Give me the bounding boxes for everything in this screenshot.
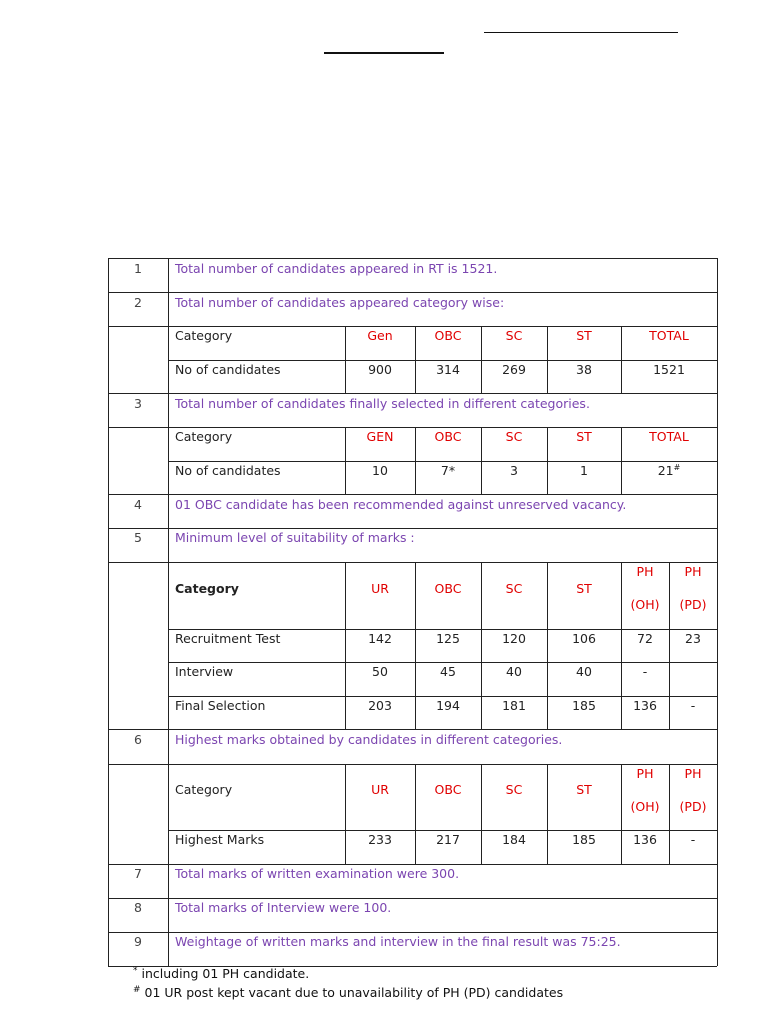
footnote-2 <box>133 985 563 1000</box>
row-text: Minimum level of suitability of marks : <box>175 530 415 545</box>
table-rule <box>108 292 717 293</box>
header-ph-oh-sub: (OH) <box>630 597 660 612</box>
footnote-2-mark: # <box>133 985 141 995</box>
header-obc: OBC <box>434 782 462 797</box>
row-label: Interview <box>175 664 234 679</box>
header-sc: SC <box>505 328 523 343</box>
header-ph-oh: PH <box>636 766 654 781</box>
table-rule <box>345 764 346 864</box>
cell-value: - <box>690 832 696 847</box>
footnote-1 <box>133 966 309 981</box>
cell-value: - <box>690 698 696 713</box>
table-rule <box>108 258 717 259</box>
footnote-2-text: 01 UR post kept vacant due to unavailability of PH (PD) candidates <box>144 985 564 1001</box>
row-number: 8 <box>134 900 142 915</box>
value-label: No of candidates <box>175 362 281 377</box>
row-number: 5 <box>134 530 142 545</box>
value-st: 1 <box>580 463 588 478</box>
table-rule <box>168 662 717 663</box>
category-label: Category <box>175 581 239 596</box>
cell-value: 125 <box>436 631 460 646</box>
header-st: ST <box>576 782 592 797</box>
table-rule <box>481 764 482 864</box>
row-text: Highest marks obtained by candidates in different categories. <box>175 732 563 747</box>
header-st: ST <box>576 429 592 444</box>
table-rule <box>415 764 416 864</box>
table-rule <box>108 932 717 933</box>
table-rule <box>717 258 718 966</box>
header-ph-pd-sub: (PD) <box>679 799 707 814</box>
header-obc: OBC <box>434 581 462 596</box>
header-ph-pd: PH <box>684 766 702 781</box>
cell-value: 185 <box>572 832 596 847</box>
table-rule <box>108 494 717 495</box>
table-rule <box>168 258 169 966</box>
row-text: Total number of candidates finally selected in different categories. <box>175 396 590 411</box>
cell-value: 184 <box>502 832 526 847</box>
cell-value: 40 <box>576 664 592 679</box>
table-rule <box>547 764 548 864</box>
row-number: 3 <box>134 396 142 411</box>
header-ph-oh-sub: (OH) <box>630 799 660 814</box>
header-ph-oh: PH <box>636 564 654 579</box>
table-rule <box>108 729 717 730</box>
header-obc: OBC <box>434 328 462 343</box>
row-number: 2 <box>134 295 142 310</box>
category-label: Category <box>175 429 233 444</box>
value-label: No of candidates <box>175 463 281 478</box>
top-underline-left <box>324 52 444 54</box>
header-sc: SC <box>505 782 523 797</box>
table-rule <box>108 864 717 865</box>
cell-value: 181 <box>502 698 526 713</box>
header-gen: GEN <box>366 429 394 444</box>
row-text: Total marks of written examination were 300. <box>175 866 460 881</box>
value-obc: 314 <box>436 362 460 377</box>
category-label: Category <box>175 782 233 797</box>
header-st: ST <box>576 581 592 596</box>
cell-value: 203 <box>368 698 392 713</box>
table-rule <box>108 393 717 394</box>
header-gen: Gen <box>367 328 393 343</box>
row-label: Final Selection <box>175 698 266 713</box>
header-ur: UR <box>371 782 389 797</box>
value-st: 38 <box>576 362 592 377</box>
cell-value: 72 <box>637 631 653 646</box>
table-rule <box>108 562 717 563</box>
header-ur: UR <box>371 581 389 596</box>
header-sc: SC <box>505 429 523 444</box>
row-text: Total number of candidates appeared in RT is 1521. <box>175 261 498 276</box>
table-rule <box>108 427 717 428</box>
total-footnote-mark: # <box>673 463 681 472</box>
row-number: 6 <box>134 732 142 747</box>
cell-value: 136 <box>633 832 657 847</box>
cell-value: 194 <box>436 698 460 713</box>
cell-value: 23 <box>685 631 701 646</box>
cell-value: 136 <box>633 698 657 713</box>
header-obc: OBC <box>434 429 462 444</box>
row-text: 01 OBC candidate has been recommended against unreserved vacancy. <box>175 497 627 512</box>
value-obc: 7* <box>440 463 456 478</box>
cell-value: 40 <box>506 664 522 679</box>
row-text: Total marks of Interview were 100. <box>175 900 392 915</box>
table-rule <box>168 696 717 697</box>
value-sc: 269 <box>502 362 526 377</box>
value-gen: 900 <box>368 362 392 377</box>
header-total: TOTAL <box>649 429 689 444</box>
table-rule <box>108 326 717 327</box>
row-number: 9 <box>134 934 142 949</box>
header-ph-pd: PH <box>684 564 702 579</box>
header-total: TOTAL <box>649 328 689 343</box>
table-rule <box>168 629 717 630</box>
table-rule <box>108 898 717 899</box>
footnote-1-mark: * <box>133 966 138 976</box>
cell-value: 120 <box>502 631 526 646</box>
table-rule <box>108 764 717 765</box>
cell-value: 45 <box>440 664 456 679</box>
row-number: 4 <box>134 497 142 512</box>
table-rule <box>108 528 717 529</box>
footnote-1-text: including 01 PH candidate. <box>141 966 310 982</box>
cell-value: 233 <box>368 832 392 847</box>
row-label: Recruitment Test <box>175 631 281 646</box>
table-rule <box>108 258 109 966</box>
cell-value: 50 <box>372 664 388 679</box>
cell-value: 185 <box>572 698 596 713</box>
row-text: Total number of candidates appeared category wise: <box>175 295 505 310</box>
value-total <box>621 463 717 478</box>
row-text: Weightage of written marks and interview in the final result was 75:25. <box>175 934 621 949</box>
value-sc: 3 <box>510 463 518 478</box>
row-number: 7 <box>134 866 142 881</box>
cell-value: - <box>642 664 648 679</box>
top-underline-right <box>484 32 678 33</box>
row-number: 1 <box>134 261 142 276</box>
value-total: 1521 <box>653 362 685 377</box>
header-sc: SC <box>505 581 523 596</box>
cell-value: 142 <box>368 631 392 646</box>
cell-value: 217 <box>436 832 460 847</box>
table-rule <box>168 830 717 831</box>
value-gen: 10 <box>372 463 388 478</box>
category-label: Category <box>175 328 233 343</box>
total-value: 21 <box>657 463 674 479</box>
table-rule <box>168 360 717 361</box>
cell-value: 106 <box>572 631 596 646</box>
header-ph-pd-sub: (PD) <box>679 597 707 612</box>
row-label: Highest Marks <box>175 832 265 847</box>
header-st: ST <box>576 328 592 343</box>
table-rule <box>168 461 717 462</box>
